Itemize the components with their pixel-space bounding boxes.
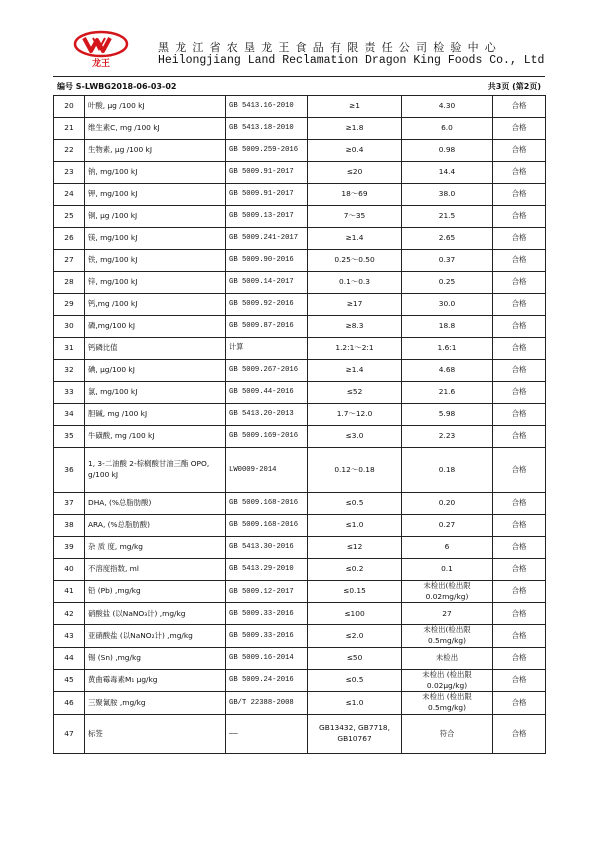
cell-verdict: 合格 — [493, 294, 546, 316]
cell-test-result: 5.98 — [402, 404, 493, 426]
cell-verdict: 合格 — [493, 140, 546, 162]
table-row — [54, 228, 546, 250]
cell-requirement: ≤3.0 — [308, 426, 402, 448]
table-row — [54, 316, 546, 338]
cell-test-result: 2.65 — [402, 228, 493, 250]
cell-test-item: 磷,mg/100 kJ — [85, 316, 226, 338]
cell-test-result: 18.8 — [402, 316, 493, 338]
cell-row-number: 34 — [54, 404, 85, 426]
cell-verdict: 合格 — [493, 404, 546, 426]
cell-requirement: 18～69 — [308, 184, 402, 206]
report-meta-bar — [53, 77, 545, 95]
cell-row-number: 30 — [54, 316, 85, 338]
cell-verdict: 合格 — [493, 382, 546, 404]
cell-test-result: 0.37 — [402, 250, 493, 272]
table-row — [54, 338, 546, 360]
table-row — [54, 382, 546, 404]
cell-requirement: ≥8.3 — [308, 316, 402, 338]
cell-row-number: 25 — [54, 206, 85, 228]
cell-test-result: 0.25 — [402, 272, 493, 294]
cell-test-item: 铁, mg/100 kJ — [85, 250, 226, 272]
cell-test-item: 铅 (Pb) ,mg/kg — [85, 581, 226, 603]
cell-test-result: 未检出(检出限 0.5mg/kg) — [402, 625, 493, 647]
cell-test-result: 21.6 — [402, 382, 493, 404]
cell-test-standard: GB 5009.168-2016 — [226, 493, 308, 515]
cell-test-item: 亚硝酸盐 (以NaNO₂计) ,mg/kg — [85, 625, 226, 647]
table-row — [54, 493, 546, 515]
cell-requirement: ≥1.4 — [308, 228, 402, 250]
cell-row-number: 47 — [54, 714, 85, 753]
cell-test-item: 黄曲霉毒素M₁ μg/kg — [85, 669, 226, 691]
cell-requirement: ≤52 — [308, 382, 402, 404]
cell-verdict: 合格 — [493, 426, 546, 448]
cell-verdict: 合格 — [493, 559, 546, 581]
cell-test-item: 铜, μg /100 kJ — [85, 206, 226, 228]
table-row — [54, 625, 546, 647]
cell-requirement: ≥17 — [308, 294, 402, 316]
cell-requirement: ≤0.5 — [308, 493, 402, 515]
cell-requirement: GB13432, GB7718, GB10767 — [308, 714, 402, 753]
cell-test-standard: GB 5009.241-2017 — [226, 228, 308, 250]
cell-test-standard: GB 5009.14-2017 — [226, 272, 308, 294]
cell-test-standard: GB 5009.33-2016 — [226, 625, 308, 647]
cell-requirement: ≤100 — [308, 603, 402, 625]
cell-test-item: 钙磷比值 — [85, 338, 226, 360]
cell-row-number: 26 — [54, 228, 85, 250]
cell-test-item: DHA, (%总脂肪酸) — [85, 493, 226, 515]
cell-test-result: 30.0 — [402, 294, 493, 316]
cell-requirement: ≤1.0 — [308, 692, 402, 714]
table-row — [54, 360, 546, 382]
cell-test-item: 牛磺酸, mg /100 kJ — [85, 426, 226, 448]
cell-verdict: 合格 — [493, 162, 546, 184]
cell-requirement: ≥0.4 — [308, 140, 402, 162]
cell-test-standard: GB 5009.259-2016 — [226, 140, 308, 162]
cell-verdict: 合格 — [493, 669, 546, 691]
cell-test-result: 4.30 — [402, 96, 493, 118]
cell-verdict: 合格 — [493, 118, 546, 140]
cell-test-standard: GB 5009.16-2014 — [226, 647, 308, 669]
cell-row-number: 29 — [54, 294, 85, 316]
cell-row-number: 46 — [54, 692, 85, 714]
cell-requirement: ≤2.0 — [308, 625, 402, 647]
cell-requirement: ≥1 — [308, 96, 402, 118]
table-row — [54, 537, 546, 559]
cell-verdict: 合格 — [493, 515, 546, 537]
cell-row-number: 39 — [54, 537, 85, 559]
cell-test-result: 2.23 — [402, 426, 493, 448]
cell-row-number: 40 — [54, 559, 85, 581]
cell-verdict: 合格 — [493, 537, 546, 559]
cell-row-number: 24 — [54, 184, 85, 206]
table-row — [54, 603, 546, 625]
cell-test-result: 6 — [402, 537, 493, 559]
table-row — [54, 140, 546, 162]
cell-row-number: 45 — [54, 669, 85, 691]
cell-test-item: 硝酸盐 (以NaNO₃计) ,mg/kg — [85, 603, 226, 625]
cell-requirement: ≤1.0 — [308, 515, 402, 537]
cell-verdict: 合格 — [493, 692, 546, 714]
table-row — [54, 581, 546, 603]
table-row — [54, 184, 546, 206]
table-row — [54, 515, 546, 537]
cell-test-result: 14.4 — [402, 162, 493, 184]
cell-test-standard: GB 5413.16-2010 — [226, 96, 308, 118]
cell-requirement: 7～35 — [308, 206, 402, 228]
cell-requirement: 0.1～0.3 — [308, 272, 402, 294]
cell-test-item: 杂 质 度, mg/kg — [85, 537, 226, 559]
cell-row-number: 33 — [54, 382, 85, 404]
cell-verdict: 合格 — [493, 493, 546, 515]
cell-test-standard: GB 5009.24-2016 — [226, 669, 308, 691]
cell-test-item: 三聚氰胺 ,mg/kg — [85, 692, 226, 714]
cell-requirement: ≤50 — [308, 647, 402, 669]
table-row — [54, 162, 546, 184]
cell-test-item: 不溶度指数, ml — [85, 559, 226, 581]
table-row — [54, 669, 546, 691]
table-row — [54, 294, 546, 316]
cell-row-number: 28 — [54, 272, 85, 294]
cell-row-number: 35 — [54, 426, 85, 448]
cell-test-item: 锡 (Sn) ,mg/kg — [85, 647, 226, 669]
table-row — [54, 647, 546, 669]
cell-verdict: 合格 — [493, 360, 546, 382]
cell-test-item: 标签 — [85, 714, 226, 753]
cell-verdict: 合格 — [493, 338, 546, 360]
cell-verdict: 合格 — [493, 96, 546, 118]
page-indicator: 共3页 (第2页) — [487, 82, 541, 91]
cell-test-standard: —— — [226, 714, 308, 753]
cell-row-number: 20 — [54, 96, 85, 118]
report-header — [70, 30, 550, 70]
cell-test-standard: GB 5413.30-2016 — [226, 537, 308, 559]
table-row — [54, 96, 546, 118]
cell-test-result: 未检出 — [402, 647, 493, 669]
cell-test-item: 1, 3-二油酸 2-棕榈酸甘油三酯 OPO, g/100 kJ — [85, 448, 226, 493]
cell-test-item: 维生素C, mg /100 kJ — [85, 118, 226, 140]
cell-test-result: 6.0 — [402, 118, 493, 140]
table-row — [54, 714, 546, 753]
table-row — [54, 206, 546, 228]
cell-test-item: ARA, (%总脂肪酸) — [85, 515, 226, 537]
cell-verdict: 合格 — [493, 581, 546, 603]
svg-text:龙王: 龙王 — [91, 59, 111, 68]
cell-test-item: 碘, μg/100 kJ — [85, 360, 226, 382]
cell-test-item: 钠, mg/100 kJ — [85, 162, 226, 184]
company-name-chinese: 黑龙江省农垦龙王食品有限责任公司检验中心 — [158, 41, 502, 54]
cell-test-standard: GB 5009.168-2016 — [226, 515, 308, 537]
cell-verdict: 合格 — [493, 316, 546, 338]
cell-verdict: 合格 — [493, 714, 546, 753]
cell-test-result: 未检出(检出限 0.02mg/kg) — [402, 581, 493, 603]
table-row — [54, 404, 546, 426]
cell-test-standard: GB 5009.13-2017 — [226, 206, 308, 228]
cell-test-result: 0.27 — [402, 515, 493, 537]
cell-test-standard: GB 5009.12-2017 — [226, 581, 308, 603]
cell-row-number: 27 — [54, 250, 85, 272]
cell-verdict: 合格 — [493, 603, 546, 625]
cell-row-number: 42 — [54, 603, 85, 625]
cell-test-standard: GB 5009.91-2017 — [226, 162, 308, 184]
cell-test-result: 1.6:1 — [402, 338, 493, 360]
cell-test-result: 符合 — [402, 714, 493, 753]
cell-row-number: 37 — [54, 493, 85, 515]
cell-test-item: 胆碱, mg /100 kJ — [85, 404, 226, 426]
cell-test-standard: GB 5413.29-2010 — [226, 559, 308, 581]
cell-requirement: 0.12～0.18 — [308, 448, 402, 493]
cell-verdict: 合格 — [493, 184, 546, 206]
cell-row-number: 41 — [54, 581, 85, 603]
cell-requirement: ≤0.5 — [308, 669, 402, 691]
cell-test-result: 未检出 (检出限 0.02μg/kg) — [402, 669, 493, 691]
cell-requirement: ≤0.15 — [308, 581, 402, 603]
cell-requirement: ≤12 — [308, 537, 402, 559]
table-row — [54, 692, 546, 714]
cell-test-standard: GB 5009.267-2016 — [226, 360, 308, 382]
table-row — [54, 250, 546, 272]
table-row — [54, 118, 546, 140]
cell-requirement: ≤0.2 — [308, 559, 402, 581]
cell-test-standard: GB/T 22388-2008 — [226, 692, 308, 714]
cell-verdict: 合格 — [493, 228, 546, 250]
cell-test-standard: 计算 — [226, 338, 308, 360]
dragon-king-logo — [70, 30, 132, 68]
cell-verdict: 合格 — [493, 206, 546, 228]
cell-test-item: 钾, mg/100 kJ — [85, 184, 226, 206]
cell-row-number: 22 — [54, 140, 85, 162]
cell-row-number: 32 — [54, 360, 85, 382]
cell-test-item: 生物素, μg /100 kJ — [85, 140, 226, 162]
cell-requirement: 0.25～0.50 — [308, 250, 402, 272]
cell-row-number: 36 — [54, 448, 85, 493]
cell-test-result: 4.68 — [402, 360, 493, 382]
cell-test-result: 未检出 (检出限 0.5mg/kg) — [402, 692, 493, 714]
cell-test-standard: GB 5009.33-2016 — [226, 603, 308, 625]
table-row — [54, 272, 546, 294]
cell-requirement: ≤20 — [308, 162, 402, 184]
cell-test-result: 38.0 — [402, 184, 493, 206]
cell-test-result: 27 — [402, 603, 493, 625]
cell-test-standard: GB 5009.92-2016 — [226, 294, 308, 316]
cell-requirement: ≥1.8 — [308, 118, 402, 140]
cell-requirement: 1.7～12.0 — [308, 404, 402, 426]
table-row — [54, 448, 546, 493]
cell-row-number: 44 — [54, 647, 85, 669]
cell-test-item: 叶酸, μg /100 kJ — [85, 96, 226, 118]
cell-requirement: ≥1.4 — [308, 360, 402, 382]
cell-verdict: 合格 — [493, 448, 546, 493]
company-name-english: Heilongjiang Land Reclamation Dragon King Foods Co., Ltd — [158, 54, 545, 67]
cell-verdict: 合格 — [493, 272, 546, 294]
cell-verdict: 合格 — [493, 625, 546, 647]
cell-test-result: 0.98 — [402, 140, 493, 162]
table-row — [54, 426, 546, 448]
cell-test-result: 0.20 — [402, 493, 493, 515]
cell-verdict: 合格 — [493, 647, 546, 669]
cell-row-number: 21 — [54, 118, 85, 140]
cell-row-number: 31 — [54, 338, 85, 360]
cell-test-standard: GB 5413.18-2010 — [226, 118, 308, 140]
report-number: 编号 S-LWBG2018-06-03-02 — [57, 82, 177, 91]
cell-test-standard: GB 5009.169-2016 — [226, 426, 308, 448]
cell-test-standard: LW0009-2014 — [226, 448, 308, 493]
cell-test-standard: GB 5009.44-2016 — [226, 382, 308, 404]
cell-test-standard: GB 5009.91-2017 — [226, 184, 308, 206]
cell-test-result: 21.5 — [402, 206, 493, 228]
cell-test-item: 镁, mg/100 kJ — [85, 228, 226, 250]
cell-test-item: 钙,mg /100 kJ — [85, 294, 226, 316]
cell-test-standard: GB 5009.90-2016 — [226, 250, 308, 272]
cell-test-result: 0.1 — [402, 559, 493, 581]
cell-test-item: 氯, mg/100 kJ — [85, 382, 226, 404]
cell-verdict: 合格 — [493, 250, 546, 272]
cell-row-number: 23 — [54, 162, 85, 184]
cell-row-number: 38 — [54, 515, 85, 537]
cell-test-standard: GB 5009.87-2016 — [226, 316, 308, 338]
cell-row-number: 43 — [54, 625, 85, 647]
test-results-table — [53, 95, 546, 754]
table-row — [54, 559, 546, 581]
cell-requirement: 1.2:1～2:1 — [308, 338, 402, 360]
cell-test-standard: GB 5413.20-2013 — [226, 404, 308, 426]
cell-test-result: 0.18 — [402, 448, 493, 493]
cell-test-item: 锌, mg/100 kJ — [85, 272, 226, 294]
